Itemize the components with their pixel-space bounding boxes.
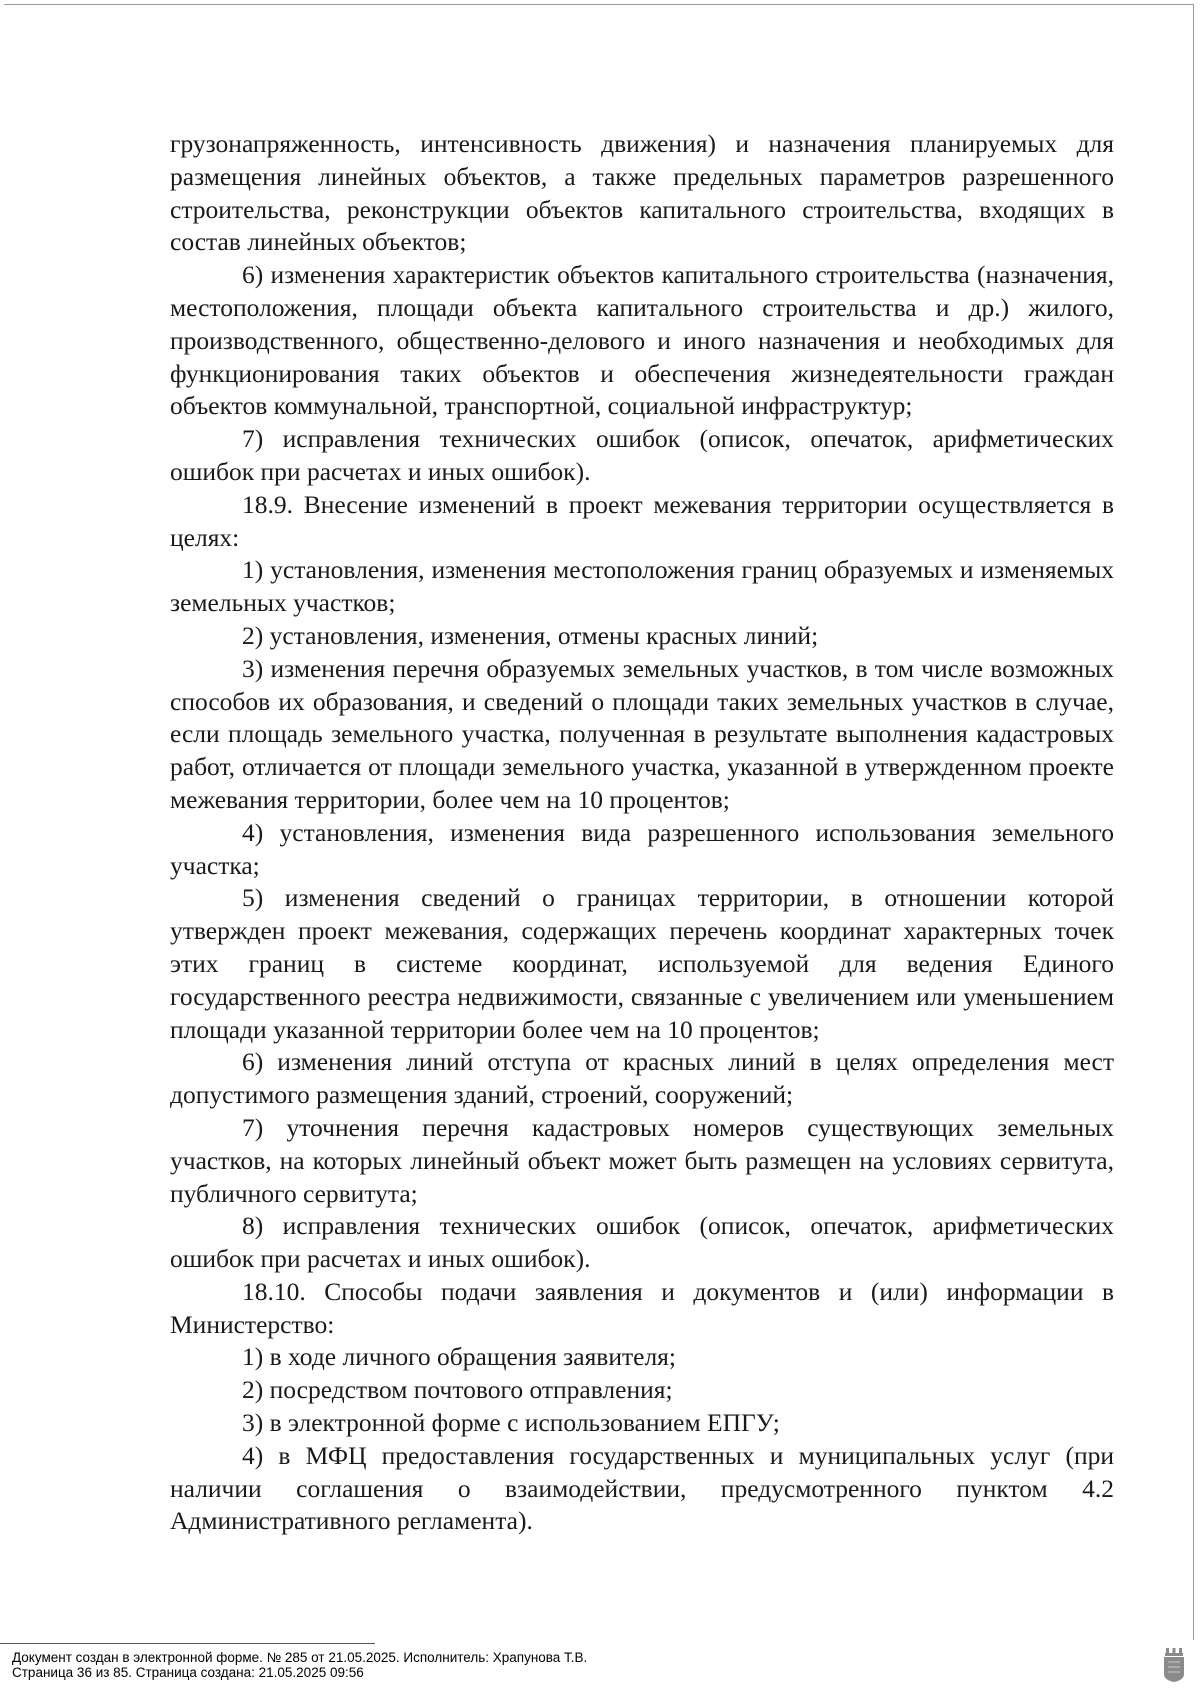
paragraph: 1) в ходе личного обращения заявителя; [242,1342,676,1372]
paragraph: 3) в электронной форме с использованием ЕПГУ; [242,1408,780,1438]
footer-line-document-info: Документ создан в электронной форме. № 285 от 21.05.2025. Исполнитель: Храпунова Т.В. [12,1650,588,1665]
paragraph: 4) в МФЦ предоставления государственных и муниципальных услуг (при наличии соглашения о взаимодействии, предусмотренного пунктом 4.2 Административного регламента). [170,1440,1114,1536]
document-body [170,128,1114,1538]
paragraph: грузонапряженность, интенсивность движения) и назначения планируемых для размещения линейных объектов, а также предельных параметров разрешенного строительства, реконструкции объектов капитального строительства, входящих в состав линейных объектов; [170,129,1114,257]
footer-line-page-info: Страница 36 из 85. Страница создана: 21.05.2025 09:56 [12,1665,364,1680]
paragraph: 4) установления, изменения вида разрешенного использования земельного участка; [170,817,1114,880]
paragraph: 6) изменения характеристик объектов капитального строительства (назначения, местоположения, площади объекта капитального строительства и др.) жилого, производственного, общественно-делового и иного назначения и необходимых для функционирования таких объектов и обеспечения жизнедеятельности граждан объектов коммунальной, транспортной, социальной инфраструктур; [170,260,1114,421]
paragraph: 6) изменения линий отступа от красных линий в целях определения мест допустимого размещения зданий, строений, сооружений; [170,1047,1114,1110]
paragraph: 7) уточнения перечня кадастровых номеров существующих земельных участков, на которых линейный объект может быть размещен на условиях сервитута, публичного сервитута; [170,1112,1114,1208]
document-footer [12,1650,587,1680]
footer-divider [0,1643,375,1644]
paragraph: 3) изменения перечня образуемых земельных участков, в том числе возможных способов их образования, и сведений о площади таких земельных участков в случае, если площадь земельного участка, полученная в результате выполнения кадастровых работ, отличается от площади земельного участка, указанной в утвержденном проекте межевания территории, более чем на 10 процентов; [170,653,1114,814]
paragraph: 18.9. Внесение изменений в проект межевания территории осуществляется в целях: [170,489,1114,552]
paragraph: 8) исправления технических ошибок (описок, опечаток, арифметических ошибок при расчетах и иных ошибок). [170,1211,1114,1274]
paragraph: 5) изменения сведений о границах территории, в отношении которой утвержден проект межевания, содержащих перечень координат характерных точек этих границ в системе координат, используемой для ведения Единого государственного реестра недвижимости, связанные с увеличением или уменьшением площади указанной территории более чем на 10 процентов; [170,883,1114,1044]
paragraph: 1) установления, изменения местоположения границ образуемых и изменяемых земельных участков; [170,555,1114,618]
paragraph: 2) установления, изменения, отмены красных линий; [242,620,819,650]
paragraph: 2) посредством почтового отправления; [242,1375,673,1405]
paragraph: 7) исправления технических ошибок (описок, опечаток, арифметических ошибок при расчетах и иных ошибок). [170,424,1114,486]
paragraph: 18.10. Способы подачи заявления и документов и (или) информации в Министерство: [170,1276,1114,1339]
coat-of-arms-icon [1163,1648,1185,1682]
